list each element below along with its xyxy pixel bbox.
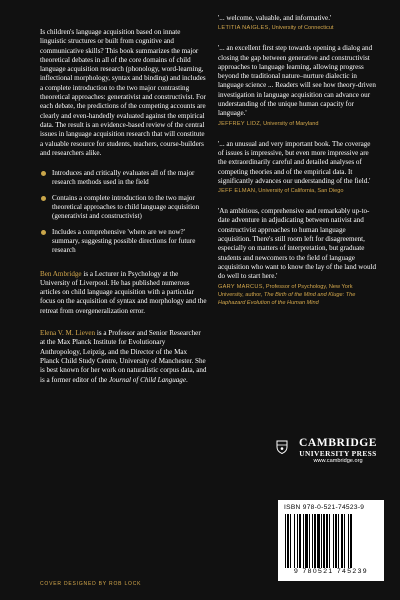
author-name: Ben Ambridge [40, 269, 82, 278]
book-title: The Birth of the Mind and Kluge: The Haphazard Evolution of the Human Mind [218, 291, 356, 306]
barcode-bars-icon [285, 514, 377, 568]
author-bio-text: is a Professor and Senior Researcher at the Max Planck Institute for Evolutionary Anthropology, Leipzig, and the Director of the Max Planck Child Study Centre, University of Manchester. She is best known for her work on naturalistic corpus data, and is a former editor of the [40, 329, 207, 384]
author-bio-lieven: Elena V. M. Lieven is a Professor and Senior Researcher at the Max Planck Institute for Evolutionary Anthropology, Leipzig, and the Director of the Max Planck Child Study Centre, University of Manchester. She is best known for her work on naturalistic corpus data, and is a former editor of the Journal of Child Language. [40, 329, 207, 384]
cover-credit: COVER DESIGNED BY ROB LOCK [40, 581, 142, 587]
publisher-logo-block [292, 437, 384, 464]
author-bio-ambridge [40, 270, 207, 316]
quote-text: '... an unusual and very important book. The coverage of issues is impressive, but even more impressive are the extraordinarily careful and detailed analyses of competing theories and of the empirical data. It significantly advances our understanding of the field.' [218, 139, 371, 185]
endorsement-quote [218, 44, 378, 127]
author-name: Elena V. M. Lieven [40, 329, 96, 338]
endorsement-quote [218, 140, 378, 195]
feature-item: Contains a complete introduction to the two major theoretical approaches to child language acquisition (generativist and constructivist) [40, 194, 207, 222]
author-bio-text: is a Lecturer in Psychology at the University of Liverpool. He has published numerous articles on child language acquisition with a particular focus on the acquisition of syntax and morphology and the retreat from overgeneralization error. [40, 269, 207, 315]
cambridge-shield-icon [276, 440, 288, 454]
quote-attribution: LETITIA NAIGLES, University of Connecticut [218, 25, 334, 32]
description-column [40, 28, 207, 398]
quote-text: '... welcome, valuable, and informative.' [218, 14, 332, 22]
isbn-text: ISBN 978-0-521-74523-9 [284, 504, 365, 511]
quote-attribution: GARY MARCUS, Professor of Psychology, New York University, author, The Birth of the Mind and Kluge: The Haphazard Evolution of the Human Mind [218, 283, 356, 306]
journal-title: Journal of Child Language [108, 375, 187, 384]
barcode [278, 500, 384, 581]
endorsement-quote [218, 207, 378, 306]
publisher-url: www.cambridge.org [313, 458, 363, 464]
publisher-subtitle: UNIVERSITY PRESS [299, 449, 377, 458]
bullet-icon [41, 171, 46, 176]
bullet-icon [41, 230, 46, 235]
endorsement-quote [218, 14, 378, 32]
endorsements-column [218, 14, 378, 319]
quote-text: '... an excellent first step towards opening a dialog and closing the gap between generative and constructivist approaches to language learning, allowing progress beyond the traditional nature–nurture dialectic in language science ... Readers will see how theory-driven investigation in language acquisition can advance our understanding of the unique human capacity for language.' [218, 44, 376, 118]
book-description: Is children's language acquisition based on innate linguistic structures or built from cognitive and communicative skills? This book summarizes the major theoretical debates in all of the core domains of child language acquisition research (phonology, word-learning, inflectional morphology, syntax and binding) and includes a complete introduction to the two major contrasting theoretical approaches: generativist and constructivist. For each debate, the predictions of the competing accounts are clearly and even-handedly evaluated against the empirical data. The result is an evidence-based review of the central issues in language acquisition research that will constitute a valuable resource for students, teachers, course-builders and researchers alike. [40, 28, 206, 157]
feature-item: Introduces and critically evaluates all of the major research methods used in the field [40, 169, 207, 188]
quote-attribution: JEFFREY LIDZ, University of Maryland [218, 120, 319, 127]
quote-attribution: JEFF ELMAN, University of California, San Diego [218, 188, 344, 195]
feature-list [40, 169, 207, 255]
barcode-number: 9 780521 745239 [294, 568, 368, 575]
feature-item: Includes a comprehensive 'where are we now?' summary, suggesting possible directions for future research [40, 228, 207, 256]
quote-text: 'An ambitious, comprehensive and remarkably up-to-date adventure in adjudicating between nativist and constructivist approaches to human language acquisition. There's still room left for disagreement, especially on matters of interpretation, but graduate students and newcomers to the field of language acquisition who want to know the lay of the land would do well to start here.' [218, 207, 377, 281]
publisher-name: CAMBRIDGE [299, 436, 377, 449]
bullet-icon [41, 196, 46, 201]
